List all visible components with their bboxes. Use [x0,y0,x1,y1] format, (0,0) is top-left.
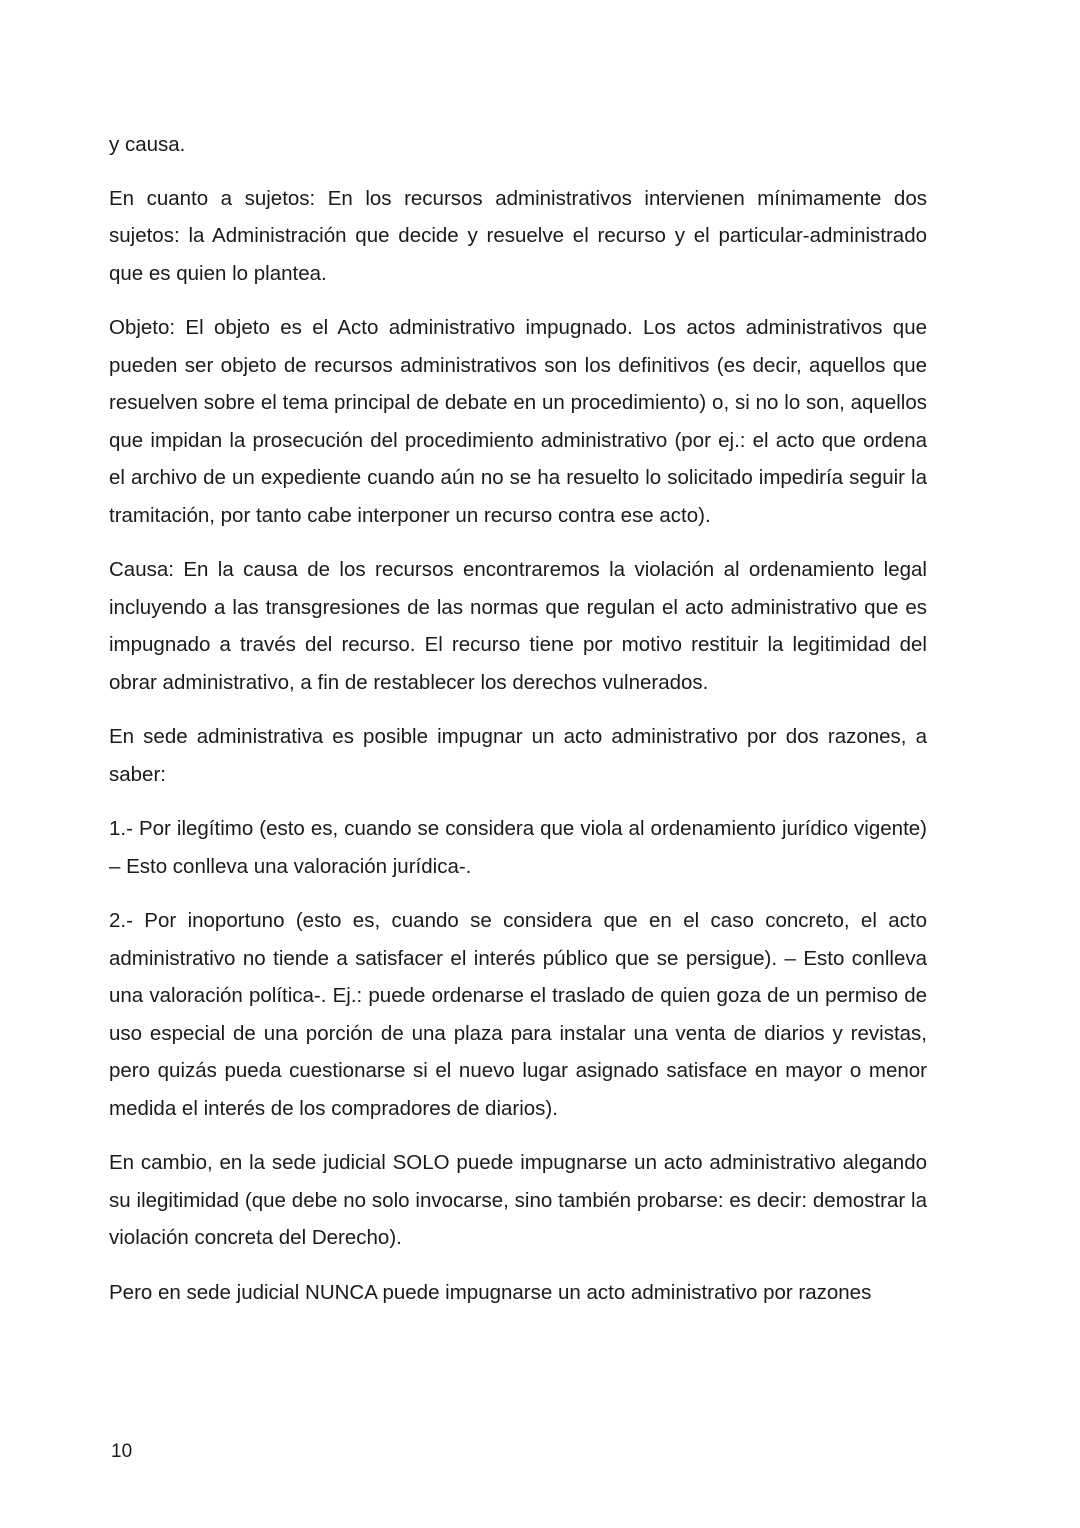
paragraph-sujetos: En cuanto a sujetos: En los recursos administrativos intervienen mínimamente dos sujetos: la Administración que decide y resuelve el recurso y el particular-administrado que es quien lo plantea. [109,186,927,285]
paragraph-causa: Causa: En la causa de los recursos encontraremos la violación al ordenamiento legal incluyendo a las transgresiones de las normas que regulan el acto administrativo que es impugnado a través del recurso. El recurso tiene por motivo restituir la legitimidad del obrar administrativo, a fin de restablecer los derechos vulnerados. [109,558,927,694]
paragraph-continuation: y causa. [109,133,186,156]
document-body [109,126,927,1328]
paragraph-sede-administrativa: En sede administrativa es posible impugnar un acto administrativo por dos razones, a saber: [109,725,927,786]
paragraph-inoportuno: 2.- Por inoportuno (esto es, cuando se considera que en el caso concreto, el acto administrativo no tiende a satisfacer el interés público que se persigue). – Esto conlleva una valoración política-. Ej.: puede ordenarse el traslado de quien goza de un permiso de uso especial de una porción de una plaza para instalar una venta de diarios y revistas, pero quizás pueda cuestionarse si el nuevo lugar asignado satisface en mayor o menor medida el interés de los compradores de diarios). [109,909,927,1120]
paragraph-nunca: Pero en sede judicial NUNCA puede impugnarse un acto administrativo por razones [109,1280,872,1304]
page-number: 10 [111,1441,133,1462]
paragraph-ilegitimo: 1.- Por ilegítimo (esto es, cuando se considera que viola al ordenamiento jurídico vigente) – Esto conlleva una valoración jurídica-. [109,817,927,878]
paragraph-objeto: Objeto: El objeto es el Acto administrativo impugnado. Los actos administrativos que pueden ser objeto de recursos administrativos son los definitivos (es decir, aquellos que resuelven sobre el tema principal de debate en un procedimiento) o, si no lo son, aquellos que impidan la prosecución del procedimiento administrativo (por ej.: el acto que ordena el archivo de un expediente cuando aún no se ha resuelto lo solicitado impediría seguir la tramitación, por tanto cabe interponer un recurso contra ese acto). [109,316,927,527]
paragraph-sede-judicial: En cambio, en la sede judicial SOLO puede impugnarse un acto administrativo alegando su ilegitimidad (que debe no solo invocarse, sino también probarse: es decir: demostrar la violación concreta del Derecho). [109,1151,927,1249]
